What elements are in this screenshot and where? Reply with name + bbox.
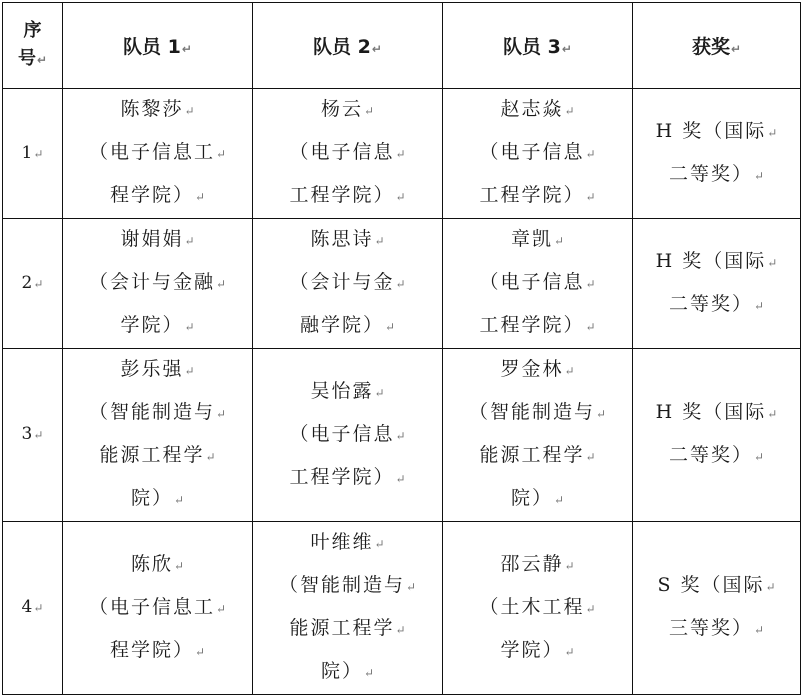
member-3-cell-text: 工程学院） <box>479 184 585 206</box>
member-2-cell-line <box>259 457 436 500</box>
member-1-cell-text: （电子信息工 <box>88 595 215 618</box>
member-3-cell-text: 工程学院） <box>479 314 585 336</box>
member-2-cell-line <box>259 262 436 305</box>
member-2-cell-text: 吴怡露 <box>310 379 374 402</box>
table-row <box>3 89 801 219</box>
table-row <box>3 349 801 522</box>
paragraph-mark-icon: ↵ <box>215 407 227 421</box>
member-2-cell-text: 融学院） <box>299 314 384 336</box>
member-1-cell-text: 学院） <box>120 314 184 336</box>
paragraph-mark-icon: ↵ <box>33 428 44 442</box>
member-1-cell-text: 能源工程学 <box>99 444 205 466</box>
paragraph-mark-icon: ↵ <box>753 450 765 464</box>
member-3-cell-text: 赵志焱 <box>500 98 564 120</box>
paragraph-mark-icon: ↵ <box>585 601 596 616</box>
member-2-cell-line <box>259 371 436 414</box>
member-2-cell-line <box>259 565 436 608</box>
member-3-cell <box>443 219 633 349</box>
paragraph-mark-icon: ↵ <box>585 277 596 291</box>
member-1-cell-text: 陈黎莎 <box>120 98 184 120</box>
paragraph-mark-icon: ↵ <box>215 277 227 291</box>
award-cell-text: 二等奖） <box>668 292 753 315</box>
award-cell-line <box>639 111 794 154</box>
member-2-cell <box>253 89 443 219</box>
award-cell <box>633 89 801 219</box>
row-seq <box>3 349 63 522</box>
member-1-cell-line <box>69 392 246 435</box>
award-cell-text: 三等奖） <box>668 617 753 639</box>
member-1-cell-text: 彭乐强 <box>120 358 184 380</box>
award-cell <box>633 522 801 695</box>
member-2-cell <box>253 522 443 695</box>
member-1-cell-line <box>69 349 246 392</box>
member-2-cell-text: （会计与金 <box>289 271 395 293</box>
member-1-cell-line <box>69 262 246 305</box>
member-3-cell-text: （电子信息 <box>479 141 585 163</box>
member-3-cell-line <box>449 175 626 218</box>
paragraph-mark-icon: ↵ <box>405 580 417 594</box>
paragraph-mark-icon: ↵ <box>215 601 227 616</box>
member-3-cell-text: 罗金林 <box>500 358 564 380</box>
award-cell-text: H 奖（国际 <box>655 401 767 423</box>
paragraph-mark-icon: ↵ <box>363 666 375 680</box>
member-2-cell-text: 工程学院） <box>289 184 395 206</box>
member-2-cell-text: 杨云 <box>320 98 363 120</box>
paragraph-mark-icon: ↵ <box>384 320 396 334</box>
table-row <box>3 522 801 695</box>
award-cell-line <box>639 608 794 651</box>
member-2-cell-line <box>259 414 436 457</box>
paragraph-mark-icon: ↵ <box>184 364 195 378</box>
member-1-cell-line <box>69 478 246 521</box>
member-3-cell-text: （智能制造与 <box>468 401 595 423</box>
member-2-cell-text: （电子信息 <box>289 422 395 445</box>
member-1-cell-text: （电子信息工 <box>88 141 215 163</box>
paragraph-mark-icon: ↵ <box>585 320 596 334</box>
member-1-cell-text: 程学院） <box>109 184 194 206</box>
paragraph-mark-icon: ↵ <box>395 147 406 161</box>
member-3-cell-line <box>449 132 626 175</box>
member-2-cell-line <box>259 305 436 348</box>
member-2-cell-line <box>259 132 436 175</box>
member-2-cell-line <box>259 219 436 262</box>
paragraph-mark-icon: ↵ <box>363 104 375 118</box>
member-3-cell-text: （电子信息 <box>479 271 585 293</box>
paragraph-mark-icon: ↵ <box>564 104 575 118</box>
header-seq <box>3 3 63 89</box>
member-3-cell-text: 院） <box>510 487 553 509</box>
member-2-cell-line <box>259 89 436 132</box>
member-1-cell <box>63 219 253 349</box>
member-2-cell-text: 工程学院） <box>289 465 395 488</box>
header-member-2: 队员 2↵ <box>253 3 443 89</box>
member-3-cell-line <box>449 349 626 392</box>
header-row <box>3 3 801 89</box>
paragraph-mark-icon: ↵ <box>215 147 227 161</box>
paragraph-mark-icon: ↵ <box>173 493 185 507</box>
member-2-cell-line <box>259 608 436 651</box>
header-seq-line-1: 序 <box>23 20 42 41</box>
member-3-cell-line <box>449 435 626 478</box>
member-2-cell-text: （电子信息 <box>289 141 395 163</box>
member-1-cell-line <box>69 544 246 587</box>
award-cell-line <box>639 284 794 327</box>
award-cell-text: 二等奖） <box>668 444 753 466</box>
member-1-cell-text: （会计与金融 <box>88 271 215 293</box>
paragraph-mark-icon: ↵ <box>564 558 575 573</box>
paragraph-mark-icon: ↵ <box>173 558 185 573</box>
member-1-cell-text: 陈欣 <box>130 552 173 575</box>
member-1-cell-text: （智能制造与 <box>88 401 215 423</box>
member-1-cell-line <box>69 305 246 348</box>
member-3-cell-line <box>449 478 626 521</box>
member-2-cell-text: 能源工程学 <box>289 617 395 639</box>
paragraph-mark-icon: ↵ <box>765 580 776 594</box>
paragraph-mark-icon: ↵ <box>205 450 216 464</box>
paragraph-mark-icon: ↵ <box>595 407 607 421</box>
paragraph-mark-icon: ↵ <box>194 190 206 204</box>
member-1-cell-line <box>69 132 246 175</box>
paragraph-mark-icon: ↵ <box>395 428 406 443</box>
paragraph-mark-icon: ↵ <box>767 125 778 140</box>
member-2-cell-text: 叶维维 <box>310 531 374 553</box>
member-1-cell <box>63 522 253 695</box>
paragraph-mark-icon: ↵ <box>33 146 44 161</box>
paragraph-mark-icon: ↵ <box>585 190 596 204</box>
row-seq-text: 4 <box>21 597 33 617</box>
header-member-1: 队员 1↵ <box>63 3 253 89</box>
paragraph-mark-icon: ↵ <box>553 234 565 248</box>
paragraph-mark-icon: ↵ <box>553 493 565 507</box>
member-3-cell-line <box>449 587 626 630</box>
paragraph-mark-icon: ↵ <box>374 537 385 551</box>
paragraph-mark-icon: ↵ <box>395 623 406 637</box>
paragraph-mark-icon: ↵ <box>395 471 406 486</box>
awards-table <box>2 2 801 695</box>
paragraph-mark-icon: ↵ <box>395 190 406 204</box>
member-2-cell <box>253 349 443 522</box>
paragraph-mark-icon: ↵ <box>767 407 778 421</box>
member-3-cell <box>443 349 633 522</box>
row-seq-text: 2 <box>21 272 33 293</box>
member-1-cell <box>63 349 253 522</box>
paragraph-mark-icon: ↵ <box>585 147 596 161</box>
member-2-cell-text: 院） <box>320 660 363 682</box>
member-3-cell <box>443 89 633 219</box>
paragraph-mark-icon: ↵ <box>374 234 385 248</box>
member-1-cell-line <box>69 630 246 673</box>
paragraph-mark-icon: ↵ <box>33 276 44 291</box>
row-seq <box>3 219 63 349</box>
member-2-cell <box>253 219 443 349</box>
award-cell-text: H 奖（国际 <box>655 249 767 272</box>
paragraph-mark-icon: ↵ <box>374 385 385 400</box>
award-cell <box>633 219 801 349</box>
member-3-cell-line <box>449 392 626 435</box>
member-2-cell-line <box>259 651 436 694</box>
member-1-cell-text: 院） <box>130 487 173 509</box>
paragraph-mark-icon: ↵ <box>184 104 195 118</box>
row-seq-text: 3 <box>21 424 33 444</box>
member-1-cell-line <box>69 175 246 218</box>
award-cell-text: S 奖（国际 <box>657 574 765 596</box>
member-2-cell-line <box>259 175 436 218</box>
member-3-cell-text: 能源工程学 <box>479 444 585 466</box>
award-cell-text: 二等奖） <box>668 162 753 185</box>
paragraph-mark-icon: ↵ <box>564 644 575 659</box>
member-3-cell <box>443 522 633 695</box>
member-3-cell-line <box>449 305 626 348</box>
member-3-cell-line <box>449 262 626 305</box>
paragraph-mark-icon: ↵ <box>395 277 406 291</box>
header-seq-line-2: 号↵ <box>17 48 48 69</box>
paragraph-mark-icon: ↵ <box>753 623 765 637</box>
member-3-cell-line <box>449 630 626 673</box>
member-3-cell-text: 邵云静 <box>500 552 564 575</box>
member-2-cell-text: （智能制造与 <box>278 574 405 596</box>
member-3-cell-line <box>449 219 626 262</box>
member-3-cell-text: （土木工程 <box>479 595 585 618</box>
member-1-cell-line <box>69 89 246 132</box>
award-cell-line <box>639 435 794 478</box>
table-body <box>3 89 801 695</box>
paragraph-mark-icon: ↵ <box>184 234 195 248</box>
award-cell-line <box>639 565 794 608</box>
member-3-cell-line <box>449 544 626 587</box>
paragraph-mark-icon: ↵ <box>564 364 575 378</box>
table-row <box>3 219 801 349</box>
header-member-3: 队员 3↵ <box>443 3 633 89</box>
member-2-cell-text: 陈思诗 <box>310 228 374 250</box>
member-3-cell-text: 学院） <box>500 638 564 661</box>
member-1-cell <box>63 89 253 219</box>
award-cell <box>633 349 801 522</box>
award-cell-line <box>639 154 794 197</box>
paragraph-mark-icon: ↵ <box>194 644 206 659</box>
awards-document <box>2 2 800 684</box>
row-seq <box>3 89 63 219</box>
member-3-cell-text: 章凯 <box>510 228 553 250</box>
award-cell-line <box>639 392 794 435</box>
row-seq <box>3 522 63 695</box>
paragraph-mark-icon: ↵ <box>585 450 596 464</box>
paragraph-mark-icon: ↵ <box>767 255 778 270</box>
member-1-cell-line <box>69 435 246 478</box>
paragraph-mark-icon: ↵ <box>33 601 44 615</box>
award-cell-line <box>639 241 794 284</box>
member-3-cell-line <box>449 89 626 132</box>
member-1-cell-line <box>69 219 246 262</box>
paragraph-mark-icon: ↵ <box>184 320 195 334</box>
header-award: 获奖↵ <box>633 3 801 89</box>
paragraph-mark-icon: ↵ <box>753 168 765 183</box>
row-seq-text: 1 <box>21 142 33 163</box>
paragraph-mark-icon: ↵ <box>753 298 765 313</box>
member-1-cell-line <box>69 587 246 630</box>
member-2-cell-line <box>259 522 436 565</box>
member-1-cell-text: 谢娟娟 <box>120 228 184 250</box>
award-cell-text: H 奖（国际 <box>655 119 767 142</box>
member-1-cell-text: 程学院） <box>109 638 194 661</box>
